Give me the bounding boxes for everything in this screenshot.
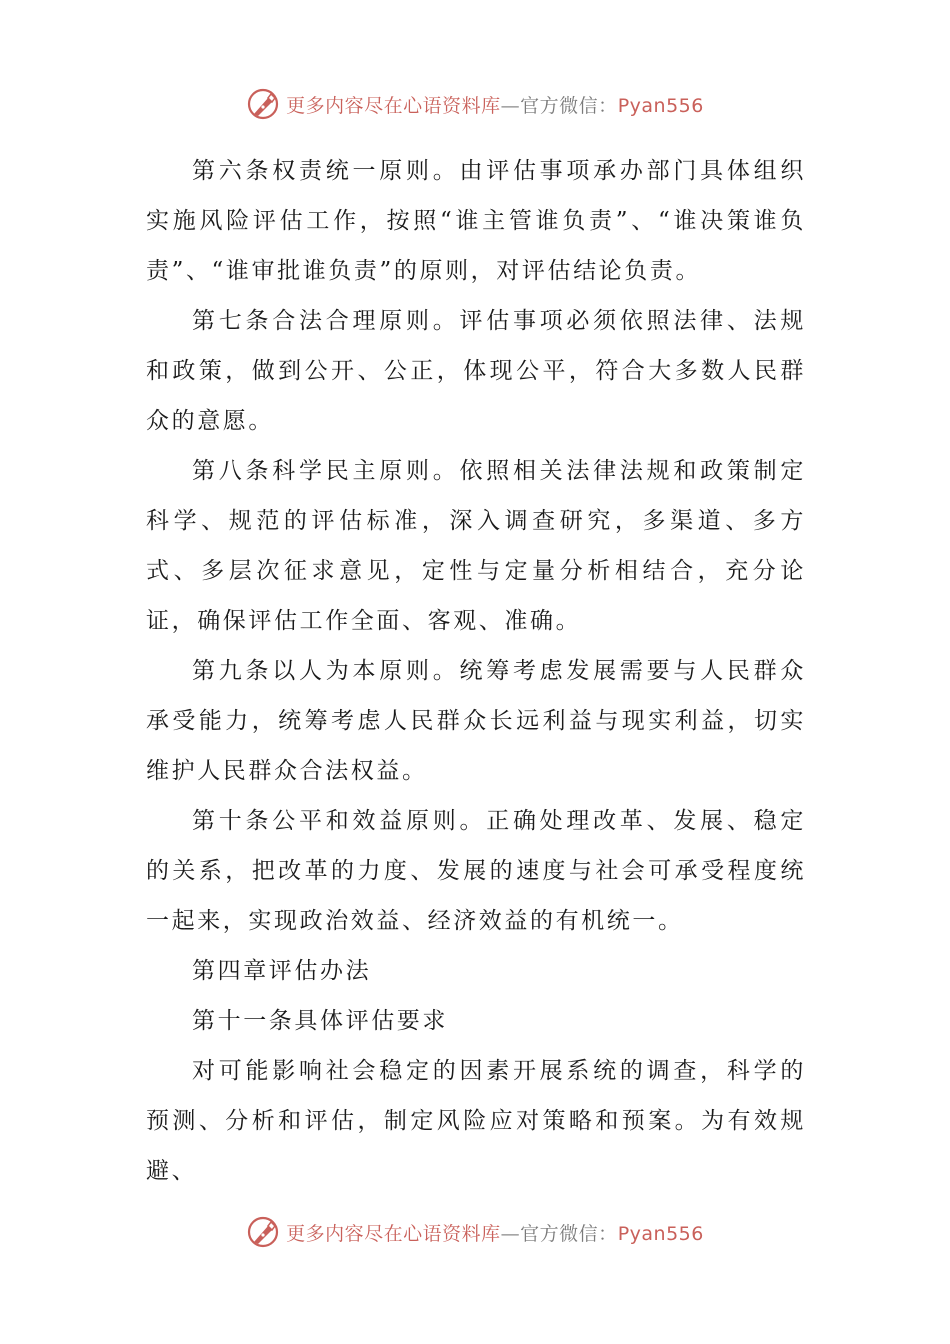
pen-nib-logo-icon — [246, 87, 280, 121]
chapter-heading: 第四章评估办法 — [192, 958, 372, 984]
paragraph-article-6: 第六条权责统一原则。由评估事项承办部门具体组织实施风险评估工作，按照“谁主管谁负责”、“谁决策谁负责”、“谁审批谁负责”的原则，对评估结论负责。 — [146, 158, 806, 284]
paragraph-article-8: 第八条科学民主原则。依照相关法律法规和政策制定科学、规范的评估标准，深入调查研究，多渠道、多方式、多层次征求意见，定性与定量分析相结合，充分论证，确保评估工作全面、客观、准确。 — [146, 458, 806, 634]
banner-wechat-id: Pyan556 — [617, 94, 704, 117]
banner-dash: — — [500, 1222, 521, 1245]
paragraph-article-7: 第七条合法合理原则。评估事项必须依照法律、法规和政策，做到公开、公正，体现公平，符合大多数人民群众的意愿。 — [146, 308, 806, 434]
paragraph-article-11: 对可能影响社会稳定的因素开展系统的调查，科学的预测、分析和评估，制定风险应对策略和预案。为有效规避、 — [146, 1058, 806, 1184]
banner-dash: — — [500, 94, 521, 117]
banner-official-label: 官方微信： — [520, 94, 618, 117]
banner-text — [286, 1219, 704, 1246]
paragraph-article-10: 第十条公平和效益原则。正确处理改革、发展、稳定的关系，把改革的力度、发展的速度与社会可承受程度统一起来，实现政治效益、经济效益的有机统一。 — [146, 808, 806, 934]
document-body — [146, 146, 806, 1196]
banner-text — [286, 91, 704, 118]
paragraph-article-9: 第九条以人为本原则。统筹考虑发展需要与人民群众承受能力，统筹考虑人民群众长远利益与现实利益，切实维护人民群众合法权益。 — [146, 658, 806, 784]
banner-official-label: 官方微信： — [520, 1222, 618, 1245]
banner-brand: 更多内容尽在心语资料库 — [286, 1222, 501, 1245]
banner-brand: 更多内容尽在心语资料库 — [286, 94, 501, 117]
banner-wechat-id: Pyan556 — [617, 1222, 704, 1245]
pen-nib-logo-icon — [246, 1215, 280, 1249]
footer-watermark-banner — [0, 1212, 950, 1252]
article-11-heading: 第十一条具体评估要求 — [192, 1008, 448, 1034]
header-watermark-banner — [0, 84, 950, 124]
